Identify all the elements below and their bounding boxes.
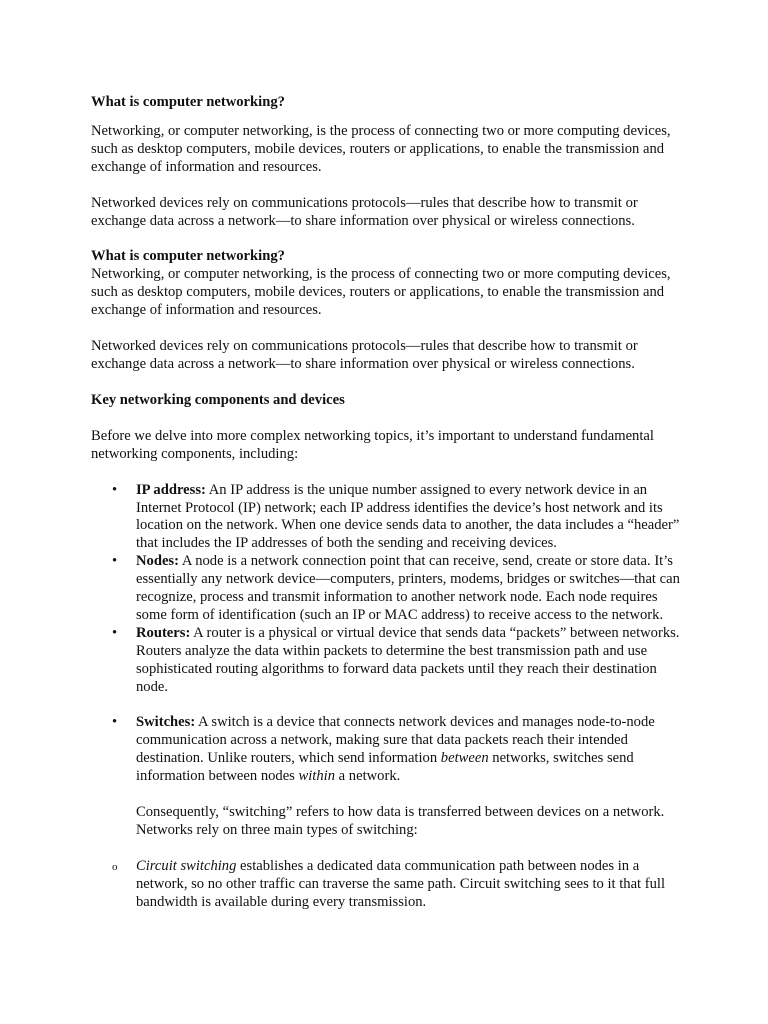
sub-list-item-circuit-switching bbox=[91, 858, 681, 912]
bullet-icon: • bbox=[112, 714, 118, 731]
emphasis-text: within bbox=[298, 768, 336, 785]
paragraph: Networking, or computer networking, is the process of connecting two or more computing devices, such as desktop computers, mobile devices, routers or applications, to enable the transmission and exchange of information and resources. bbox=[91, 266, 671, 319]
section-heading: Key networking components and devices bbox=[91, 391, 345, 408]
paragraph: Networking, or computer networking, is the process of connecting two or more computing devices, such as desktop computers, mobile devices, routers or applications, to enable the transmission and exchange of information and resources. bbox=[91, 122, 671, 175]
list-item-text: A switch is a device that connects network devices and manages node-to-node communication across a network, making sure that data packets reach their intended destination. Unlike routers, which send information bbox=[136, 714, 655, 767]
list-item-term: Nodes: bbox=[136, 553, 179, 570]
list-item-term: IP address: bbox=[136, 481, 206, 498]
circle-bullet-icon: o bbox=[112, 860, 118, 873]
list-item-ip-address bbox=[91, 482, 681, 554]
list-item-text: A node is a network connection point that can receive, send, create or store data. It’s essentially any network device—computers, printers, modems, bridges or switches—that can recognize, process and transmit information to another network node. Each node requires some form of identification (such an IP or MAC address) to receive access to the network. bbox=[136, 553, 680, 623]
paragraph: Networked devices rely on communications protocols—rules that describe how to transmit or exchange data across a network—to share information over physical or wireless connections. bbox=[91, 338, 638, 372]
sub-list-item-text: establishes a dedicated data communication path between nodes in a network, so no other traffic can traverse the same path. Circuit switching sees to it that full bandwidth is available during every transmission. bbox=[136, 857, 666, 910]
list-item-term: Switches: bbox=[136, 714, 196, 731]
component-list bbox=[91, 482, 681, 840]
list-item-text: networks, switches send information between nodes bbox=[136, 750, 634, 785]
list-item-switches bbox=[91, 714, 681, 839]
list-item-nodes bbox=[91, 553, 681, 625]
switching-type-list bbox=[91, 858, 681, 912]
emphasis-text: Circuit switching bbox=[136, 857, 237, 874]
list-item-text: An IP address is the unique number assigned to every network device in an Internet Protocol (IP) network; each IP address identifies the device’s host network and its location on the network. When one device sends data to another, the data includes a “header” that includes the IP addresses of both the sending and receiving devices. bbox=[136, 481, 680, 552]
list-item-text: a network. bbox=[335, 768, 401, 785]
bullet-icon: • bbox=[112, 553, 118, 570]
list-item-term: Routers: bbox=[136, 624, 191, 641]
list-item-routers bbox=[91, 625, 681, 697]
bullet-icon: • bbox=[112, 624, 118, 641]
emphasis-text: between bbox=[440, 750, 489, 767]
bullet-icon: • bbox=[112, 481, 118, 498]
section-heading: What is computer networking? bbox=[91, 94, 285, 110]
section-heading: What is computer networking? bbox=[91, 248, 285, 265]
paragraph: Before we delve into more complex networking topics, it’s important to understand fundamental networking components, including: bbox=[91, 427, 654, 462]
document-page bbox=[91, 94, 681, 912]
list-item-followup: Consequently, “switching” refers to how data is transferred between devices on a network. Networks rely on three main types of switching: bbox=[136, 804, 665, 838]
paragraph: Networked devices rely on communications protocols—rules that describe how to transmit or exchange data across a network—to share information over physical or wireless connections. bbox=[91, 194, 638, 229]
list-item-text: A router is a physical or virtual device that sends data “packets” between networks. Routers analyze the data within packets to determine the best transmission path and use sophisticated routing algorithms to forward data packets until they reach their destination node. bbox=[136, 624, 680, 695]
